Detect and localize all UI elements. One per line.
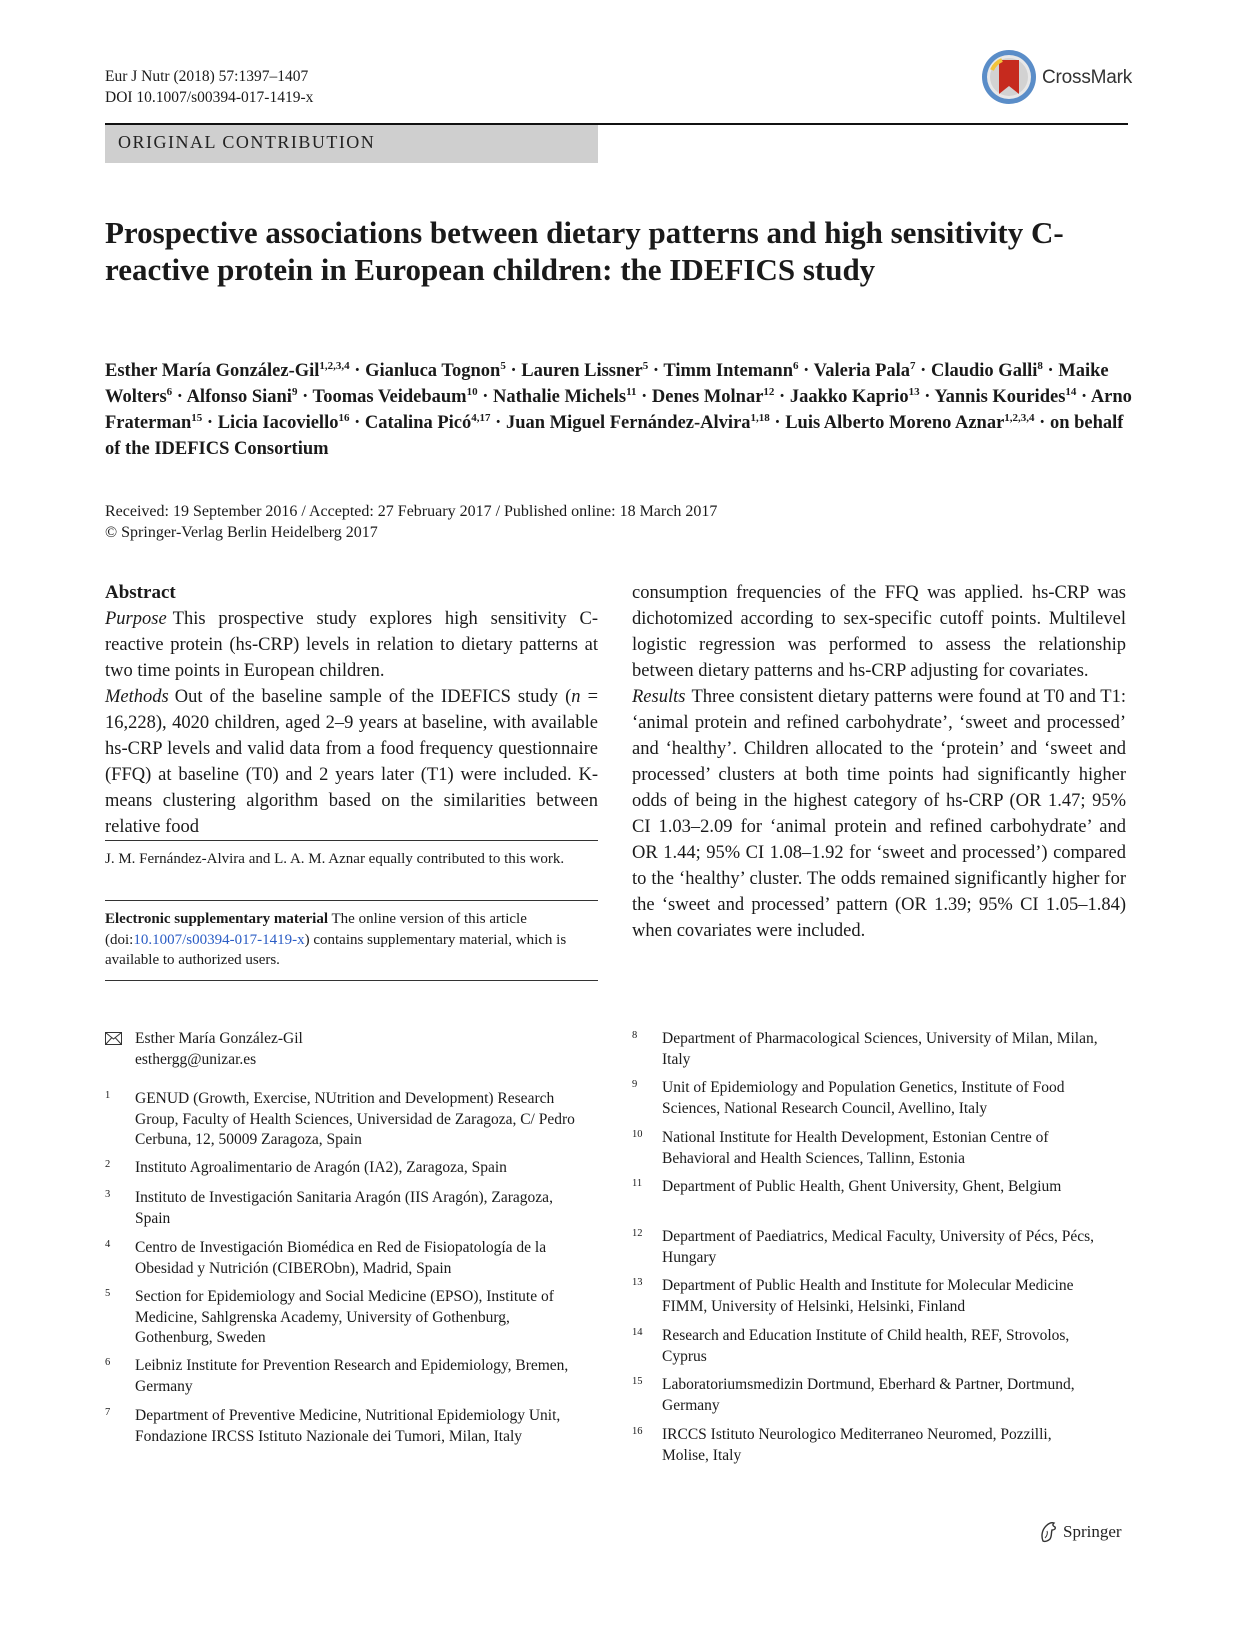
affiliation-number: 1 <box>105 1090 111 1101</box>
author-affiliation-marker: 4,17 <box>471 412 491 424</box>
abstract-results <box>632 684 1126 944</box>
affiliation-item <box>632 1425 1102 1466</box>
results-label: Results <box>632 687 686 707</box>
affiliation-item <box>632 1128 1102 1169</box>
affiliation-text: Department of Paediatrics, Medical Faculty, University of Pécs, Pécs, Hungary <box>662 1228 1095 1266</box>
correspondence <box>105 1029 575 1070</box>
footnote-rule-1 <box>105 840 598 841</box>
affiliation-item <box>105 1089 575 1151</box>
author-affiliation-marker: 8 <box>1037 360 1043 372</box>
author-name: Valeria Pala <box>813 361 911 381</box>
footnote-rule-3 <box>105 980 598 981</box>
author-affiliation-marker: 12 <box>763 386 775 398</box>
author-affiliation-marker: 6 <box>793 360 799 372</box>
affiliation-item <box>632 1029 1102 1070</box>
author-affiliation-marker: 16 <box>338 412 350 424</box>
affiliation-item <box>632 1227 1102 1268</box>
affiliation-item <box>105 1238 575 1279</box>
author-list: Esther María González-Gil$^{1,2,3,4}$ · Gianluca Tognon$^5$ · Lauren Lissner$^5$ · Timm Intemann$^6$ · Valeria Pala$^7$ · Claudio Galli$^8$ · Maike Wolters$^6$ · Alfonso Siani$^9$ · Toomas Veidebaum$^{10}$ · Nathalie Michels$^{11}$ · Denes Molnar$^{12}$ · Jaakko Kaprio$^{13}$ · Yannis Kourides$^{14}$ · Arno Fraterman$^{15}$ · Licia Iacoviello$^{16}$ · Catalina Picó$^{4,17}$ · Juan Miguel Fernández-Alvira$^{1,18}$ · Luis Alberto Moreno Aznar$^{1,2,3,4}$ · on behalf of the IDEFICS Consortium <box>105 360 1132 459</box>
author-affiliation-marker: 9 <box>291 386 298 398</box>
affiliation-text: National Institute for Health Development, Estonian Centre of Behavioral and Health Sciences, Tallinn, Estonia <box>662 1129 1049 1167</box>
methods-text-2: = 16,228), 4020 children, aged 2–9 years at baseline, with available hs-CRP levels and valid data from a food frequency questionnaire (FFQ) at baseline (T0) and 2 years later (T1) were included. K-means clustering algorithm based on the similarities between relative food <box>105 687 598 837</box>
springer-label: Springer <box>1063 1522 1122 1541</box>
esm-doi-link[interactable]: 10.1007/s00394-017-1419-x <box>133 931 305 948</box>
affiliation-item <box>105 1406 575 1447</box>
affiliation-number: 2 <box>105 1159 111 1170</box>
affiliation-text: GENUD (Growth, Exercise, NUtrition and Development) Research Group, Faculty of Health Sciences, Universidad de Zaragoza, C/ Pedro Cerbuna, 12, 50009 Zaragoza, Spain <box>135 1090 575 1148</box>
affiliation-text: Department of Pharmacological Sciences, University of Milan, Milan, Italy <box>662 1030 1098 1068</box>
author-affiliation-marker: 10 <box>466 386 478 398</box>
author-name: Timm Intemann <box>663 361 794 381</box>
author-name: Licia Iacoviello <box>217 413 339 433</box>
consortium-credit: on behalf of the IDEFICS Consortium <box>105 413 1124 459</box>
author-affiliation-marker: 1,18 <box>750 412 770 424</box>
author-affiliation-marker: 5 <box>500 360 506 372</box>
crossmark-icon <box>980 48 1038 106</box>
envelope-icon <box>105 1032 122 1045</box>
affiliation-number: 13 <box>632 1277 643 1288</box>
author-name: Arno Fraterman <box>105 387 1132 433</box>
affiliation-text: Research and Education Institute of Child health, REF, Strovolos, Cyprus <box>662 1327 1070 1365</box>
affiliation-text: Unit of Epidemiology and Population Genetics, Institute of Food Sciences, National Research Council, Avellino, Italy <box>662 1079 1065 1117</box>
author-name: Yannis Kourides <box>934 387 1066 407</box>
author-name: Alfonso Siani <box>186 387 292 407</box>
abstract-left-column <box>105 580 598 840</box>
purpose-label: Purpose <box>105 609 167 629</box>
affiliation-number: 16 <box>632 1426 643 1437</box>
purpose-text: This prospective study explores high sensitivity C-reactive protein (hs-CRP) levels in relation to dietary patterns at two time points in European children. <box>105 609 598 681</box>
affiliation-item <box>632 1375 1102 1416</box>
author-name: Catalina Picó <box>364 413 472 433</box>
affiliation-item <box>632 1078 1102 1119</box>
affiliation-item <box>105 1158 575 1179</box>
author-affiliation-marker: 13 <box>908 386 920 398</box>
affiliation-number: 5 <box>105 1288 111 1299</box>
affiliation-item <box>632 1326 1102 1367</box>
esm-text-2: ) contains supplementary material, which is available to authorized users. <box>105 931 567 968</box>
affiliation-number: 9 <box>632 1079 638 1090</box>
affiliation-number: 10 <box>632 1129 643 1140</box>
esm-label: Electronic supplementary material <box>105 911 329 927</box>
author-name: Jaakko Kaprio <box>789 387 909 407</box>
methods-n: n <box>571 687 581 707</box>
journal-info <box>105 66 313 108</box>
author-affiliation-marker: 7 <box>910 360 916 372</box>
correspondence-name: Esther María González-Gil <box>135 1030 303 1047</box>
affiliation-text: Section for Epidemiology and Social Medicine (EPSO), Institute of Medicine, Sahlgrenska Academy, University of Gothenburg, Gothenburg, Sweden <box>135 1288 554 1346</box>
article-title: Prospective associations between dietary patterns and high sensitivity C-reactive protein in European children: the IDEFICS study <box>105 215 1064 287</box>
author-affiliation-marker: 6 <box>166 386 173 398</box>
methods-text-1: Out of the baseline sample of the IDEFICS study ( <box>174 687 572 707</box>
author-affiliation-marker: 5 <box>642 360 649 372</box>
copyright: © Springer-Verlag Berlin Heidelberg 2017 <box>105 524 378 541</box>
author-name: Gianluca Tognon <box>365 361 501 381</box>
article-type: ORIGINAL CONTRIBUTION <box>105 125 598 163</box>
methods-continued: consumption frequencies of the FFQ was applied. hs-CRP was dichotomized according to sex-specific cutoff points. Multilevel logistic regression was performed to assess the relationship between dietary patterns and hs-CRP adjusting for covariates. <box>632 583 1126 681</box>
author-name: Juan Miguel Fernández-Alvira <box>505 413 751 433</box>
affiliation-item <box>105 1356 575 1397</box>
affiliation-number: 8 <box>632 1030 638 1041</box>
results-text: Three consistent dietary patterns were found at T0 and T1: ‘animal protein and refined carbohydrate’, ‘sweet and processed’ and ‘healthy’. Children allocated to the ‘protein’ and ‘sweet and processed’ clusters at both time points had significantly higher odds of being in the highest category of hs-CRP (OR 1.47; 95% CI 1.03–2.09 for ‘animal protein and refined carbohydrate’ and OR 1.44; 95% CI 1.08–1.92 for ‘sweet and processed’) compared to the ‘healthy’ cluster. The odds remained significantly higher for the ‘sweet and processed’ pattern (OR 1.39; 95% CI 1.05–1.84) when covariates were included. <box>632 687 1126 941</box>
journal-doi: DOI 10.1007/s00394-017-1419-x <box>105 89 314 106</box>
author-affiliation-marker: 14 <box>1065 386 1077 398</box>
springer-logo <box>1037 1520 1122 1546</box>
affiliation-item <box>632 1276 1102 1317</box>
affiliation-text: Instituto Agroalimentario de Aragón (IA2), Zaragoza, Spain <box>135 1159 507 1176</box>
affiliation-number: 6 <box>105 1357 111 1368</box>
abstract-purpose <box>105 606 598 684</box>
methods-label: Methods <box>105 687 169 707</box>
affiliation-number: 7 <box>105 1407 111 1418</box>
affiliation-text: Instituto de Investigación Sanitaria Aragón (IIS Aragón), Zaragoza, Spain <box>135 1189 553 1227</box>
esm-note <box>105 909 575 971</box>
author-name: Maike Wolters <box>105 361 1109 407</box>
affiliation-text: Centro de Investigación Biomédica en Red de Fisiopatología de la Obesidad y Nutrición (CIBERObn), Madrid, Spain <box>135 1239 547 1277</box>
affiliation-number: 12 <box>632 1228 643 1239</box>
abstract-methods <box>105 684 598 840</box>
affiliation-text: Department of Public Health, Ghent University, Ghent, Belgium <box>662 1178 1062 1195</box>
author-name: Luis Alberto Moreno Aznar <box>785 413 1005 433</box>
footnote-rule-2 <box>105 900 598 901</box>
author-name: Nathalie Michels <box>493 387 627 407</box>
author-name: Toomas Veidebaum <box>312 387 467 407</box>
journal-citation: Eur J Nutr (2018) 57:1397–1407 <box>105 68 309 85</box>
publication-dates <box>105 501 717 543</box>
esm-text-1: The online version of this article (doi: <box>105 911 527 948</box>
abstract-right-column <box>632 580 1126 944</box>
crossmark-badge[interactable] <box>980 48 1133 106</box>
author-affiliation-marker: 11 <box>626 386 637 398</box>
affiliation-text: Department of Public Health and Institute for Molecular Medicine FIMM, University of Helsinki, Helsinki, Finland <box>662 1277 1074 1315</box>
affiliation-item <box>632 1177 1102 1198</box>
affiliation-item <box>105 1287 575 1349</box>
affiliation-number: 14 <box>632 1327 643 1338</box>
affiliation-item <box>105 1188 575 1229</box>
author-name: Denes Molnar <box>651 387 764 407</box>
correspondence-email[interactable]: esthergg@unizar.es <box>135 1050 257 1068</box>
author-name: Lauren Lissner <box>521 361 643 381</box>
affiliation-number: 4 <box>105 1239 111 1250</box>
abstract-heading: Abstract <box>105 582 176 603</box>
author-affiliation-marker: 15 <box>191 412 203 424</box>
crossmark-label: CrossMark <box>1042 67 1133 88</box>
affiliation-number: 15 <box>632 1376 643 1387</box>
author-affiliation-marker: 1,2,3,4 <box>1004 412 1035 424</box>
author-affiliation-marker: 1,2,3,4 <box>319 360 350 372</box>
author-name: Esther María González-Gil <box>105 361 320 381</box>
history-dates: Received: 19 September 2016 / Accepted: 27 February 2017 / Published online: 18 March 2017 <box>105 503 718 520</box>
affiliation-text: Laboratoriumsmedizin Dortmund, Eberhard & Partner, Dortmund, Germany <box>662 1376 1075 1414</box>
equal-contribution-note: J. M. Fernández-Alvira and L. A. M. Aznar equally contributed to this work. <box>105 851 565 867</box>
affiliation-number: 11 <box>632 1178 643 1189</box>
author-name: Claudio Galli <box>930 361 1038 381</box>
springer-horse-icon <box>1037 1520 1059 1544</box>
affiliation-text: Department of Preventive Medicine, Nutritional Epidemiology Unit, Fondazione IRCSS Istituto Nazionale dei Tumori, Milan, Italy <box>135 1407 561 1445</box>
affiliation-text: IRCCS Istituto Neurologico Mediterraneo Neuromed, Pozzilli, Molise, Italy <box>662 1426 1052 1464</box>
affiliation-text: Leibniz Institute for Prevention Research and Epidemiology, Bremen, Germany <box>135 1357 569 1395</box>
affiliation-number: 3 <box>105 1189 111 1200</box>
